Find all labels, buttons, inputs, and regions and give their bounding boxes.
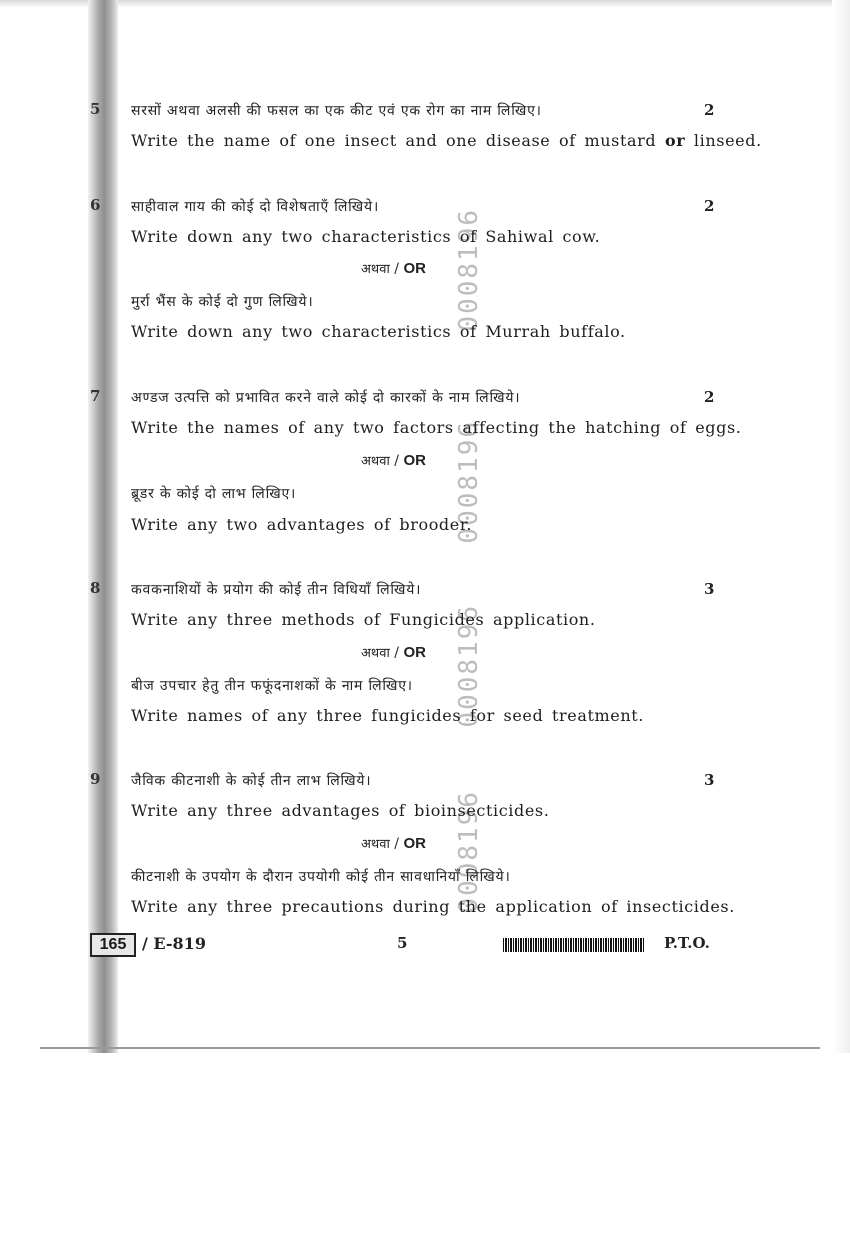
question-marks: 3	[704, 771, 715, 789]
barcode	[503, 938, 645, 952]
alternative-hindi: मुर्रा भैंस के कोई दो गुण लिखिये।	[131, 294, 314, 310]
question-number: 8	[90, 579, 101, 597]
alternative-english: Write any three precautions during the application of insecticides.	[131, 897, 735, 916]
question-hindi: सरसों अथवा अलसी की फसल का एक कीट एवं एक रोग का नाम लिखिए।	[131, 103, 542, 119]
question-marks: 2	[704, 388, 715, 406]
question-marks: 2	[704, 101, 715, 119]
question-english: Write the name of one insect and one disease of mustard or linseed.	[131, 131, 762, 150]
watermark: 0008196	[454, 420, 484, 544]
page-right-edge	[832, 0, 850, 1053]
question-hindi: साहीवाल गाय की कोई दो विशेषताएँ लिखिये।	[131, 199, 380, 215]
question-number: 6	[90, 196, 101, 214]
alternative-english: Write down any two characteristics of Murrah buffalo.	[131, 322, 626, 341]
bold-or: or	[664, 131, 686, 150]
watermark: 0008196	[454, 790, 484, 914]
page-number: 5	[397, 934, 408, 952]
question-number: 5	[90, 100, 101, 118]
or-separator: अथवा / OR	[361, 260, 426, 277]
alternative-hindi: ब्रूडर के कोई दो लाभ लिखिए।	[131, 486, 297, 502]
paper-code: / E-819	[142, 934, 206, 953]
or-separator: अथवा / OR	[361, 644, 426, 661]
alternative-english: Write any two advantages of brooder.	[131, 515, 473, 534]
or-separator: अथवा / OR	[361, 835, 426, 852]
page-bottom-edge	[40, 1047, 820, 1049]
question-english: Write the names of any two factors affecting the hatching of eggs.	[131, 418, 742, 437]
question-hindi: जैविक कीटनाशी के कोई तीन लाभ लिखिये।	[131, 773, 372, 789]
question-english: Write any three methods of Fungicides application.	[131, 610, 596, 629]
page-top-edge	[0, 0, 850, 8]
alternative-english: Write names of any three fungicides for seed treatment.	[131, 706, 644, 725]
alternative-hindi: बीज उपचार हेतु तीन फफूंदनाशकों के नाम लिखिए।	[131, 678, 413, 694]
alternative-hindi: कीटनाशी के उपयोग के दौरान उपयोगी कोई तीन सावधानियाँ लिखिये।	[131, 869, 511, 885]
binding-shadow	[88, 0, 118, 1053]
question-marks: 3	[704, 580, 715, 598]
question-number: 7	[90, 387, 101, 405]
watermark: 0008196	[454, 208, 484, 332]
question-marks: 2	[704, 197, 715, 215]
question-hindi: कवकनाशियों के प्रयोग की कोई तीन विधियाँ लिखिये।	[131, 582, 422, 598]
question-hindi: अण्डज उत्पत्ति को प्रभावित करने वाले कोई दो कारकों के नाम लिखिये।	[131, 390, 521, 406]
question-english: Write any three advantages of bioinsecticides.	[131, 801, 550, 820]
page-code-box: 165	[90, 933, 136, 957]
pto-label: P.T.O.	[664, 934, 710, 952]
or-separator: अथवा / OR	[361, 452, 426, 469]
question-english: Write down any two characteristics of Sahiwal cow.	[131, 227, 601, 246]
question-number: 9	[90, 770, 101, 788]
watermark: 0008196	[454, 604, 484, 728]
